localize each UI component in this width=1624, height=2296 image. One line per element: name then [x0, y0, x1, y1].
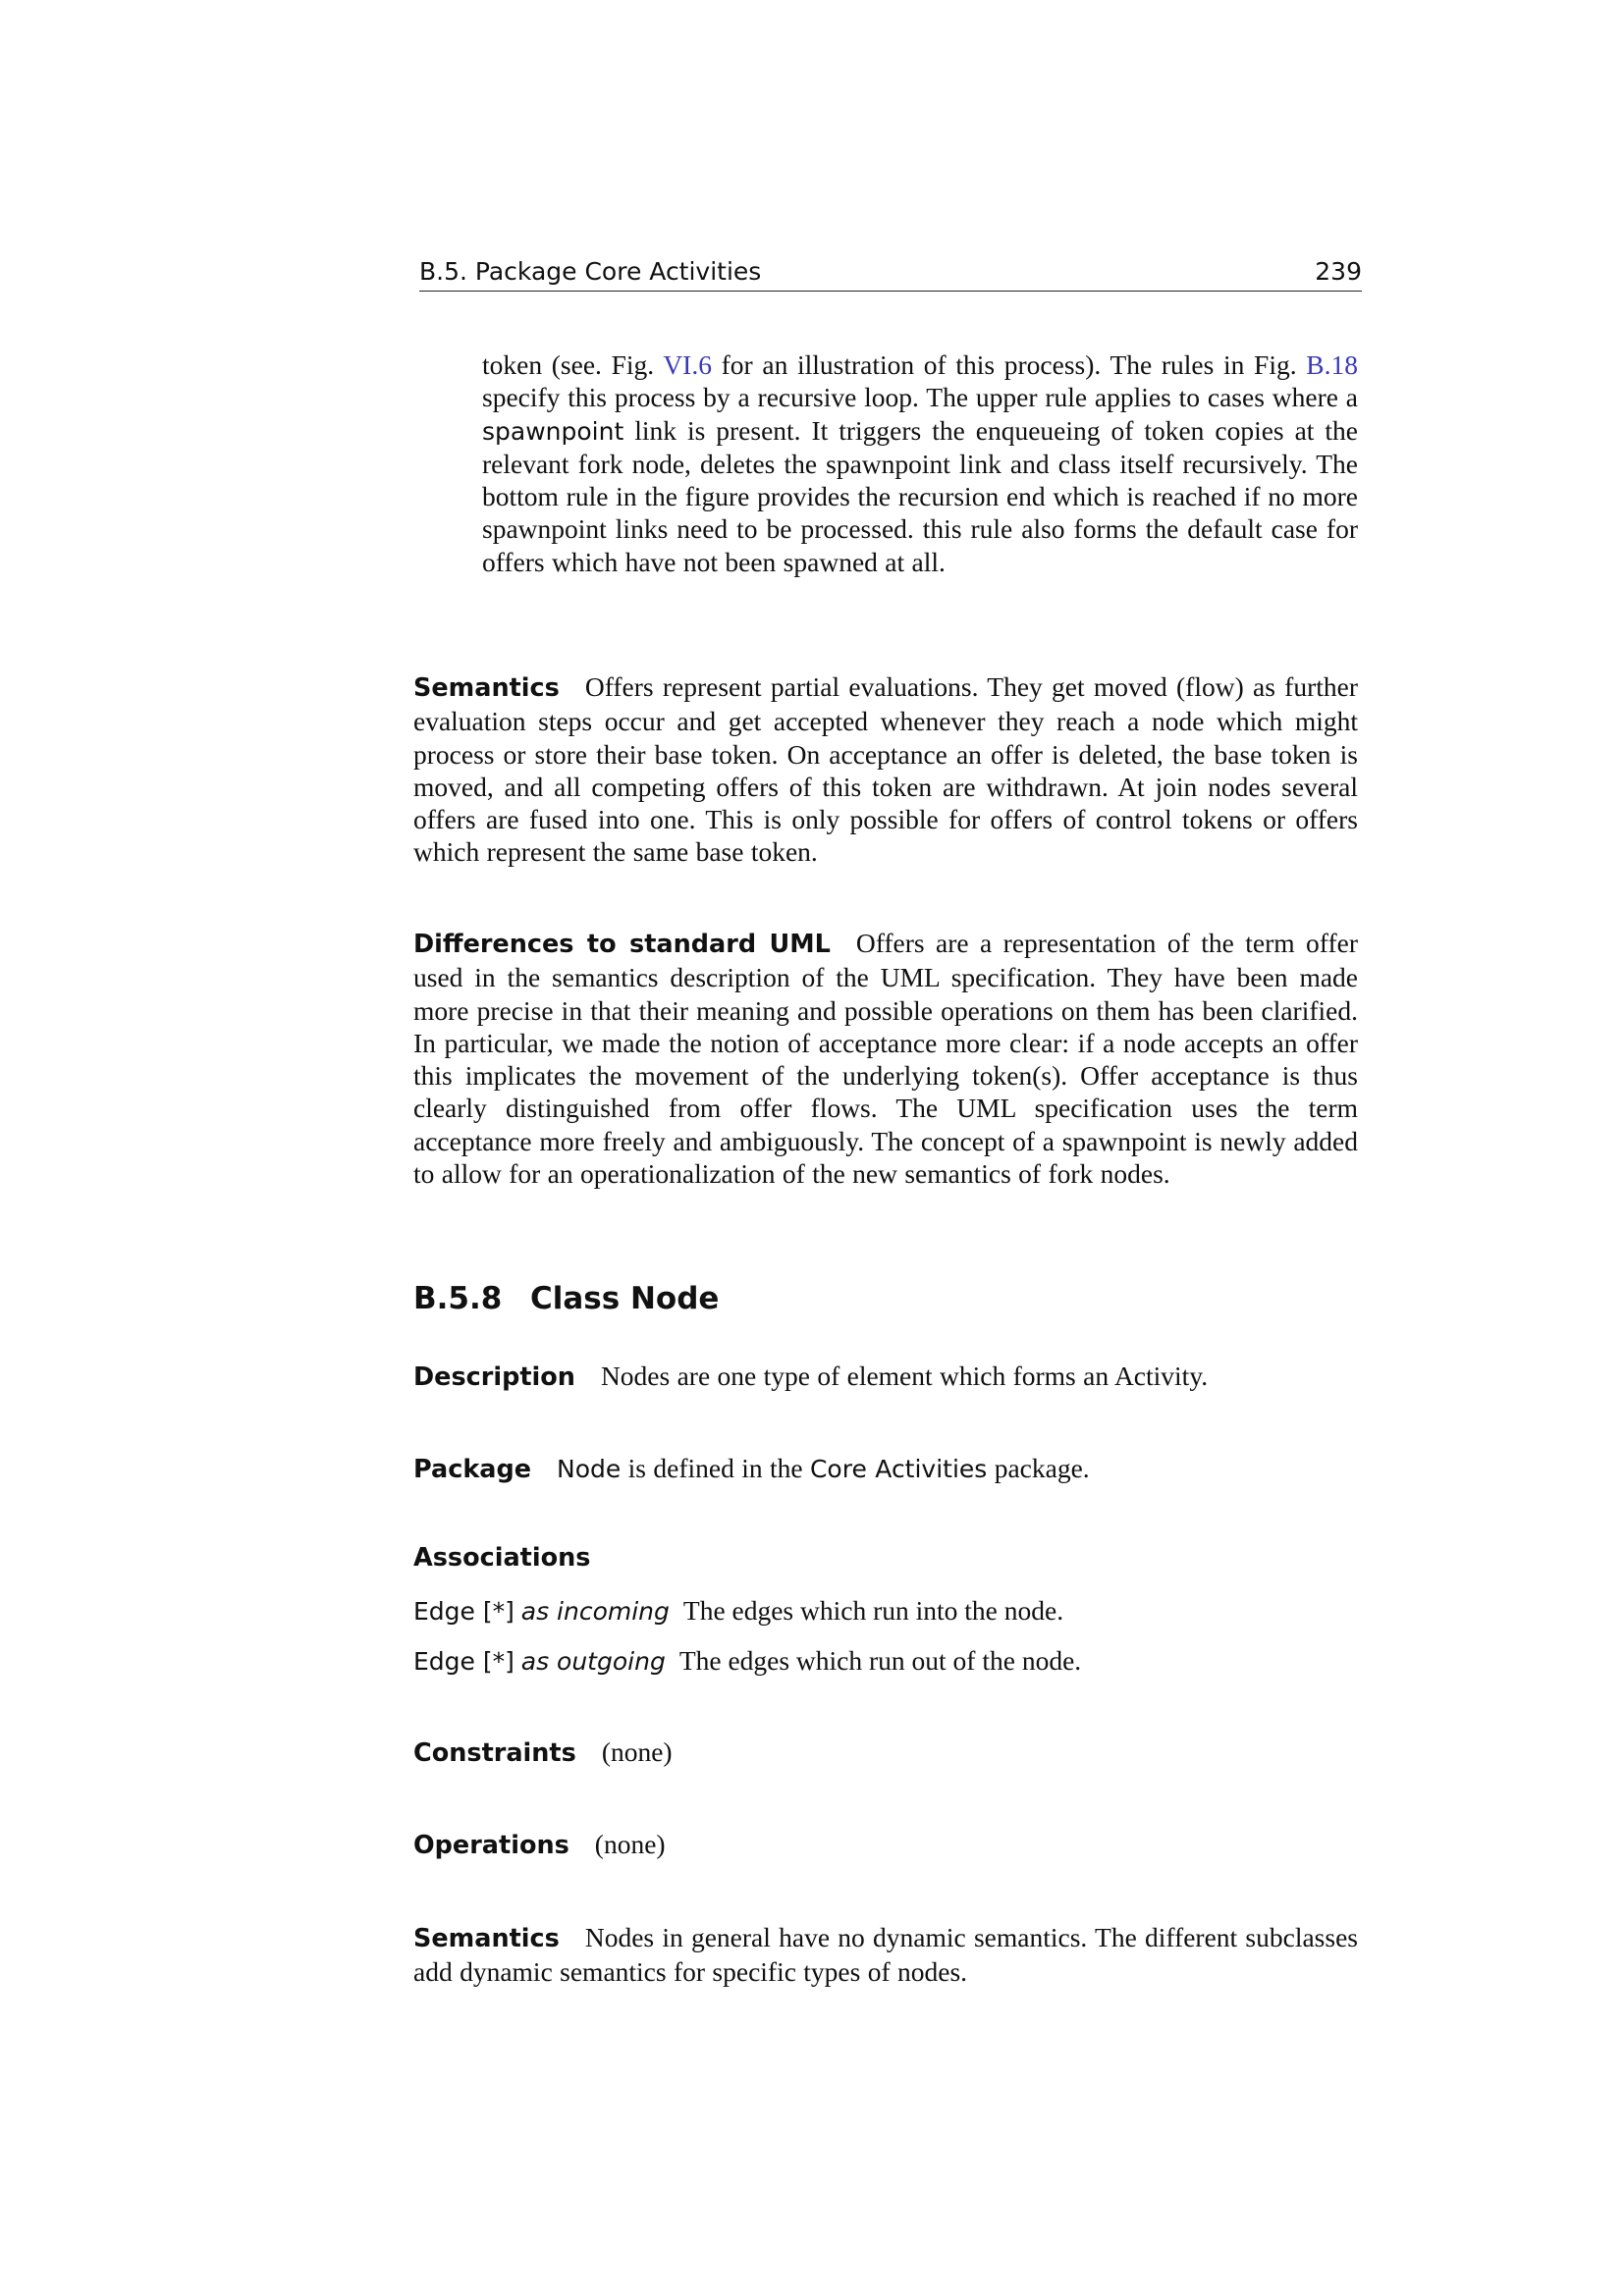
section-title: Class Node	[530, 1281, 720, 1316]
association-name: Edge [*]	[413, 1597, 514, 1626]
semantics-heading: Semantics	[413, 1924, 560, 1953]
differences-paragraph: Differences to standard UML Offers are a representation of the term offer used in the semantics description of the UML specification. They have been made more precise in that their meaning and possible operations on them has been clarified. In particular, we made the notion of acceptance more clear: if a node accepts an offer this implicates the movement of the underlying token(s). Offer acceptance is thus clearly distinguished from offer flows. The UML specification uses the term acceptance more freely and ambiguously. The concept of a spawnpoint is newly added to allow for an operationalization of the new semantics of fork nodes.	[413, 928, 1358, 1190]
semantics-node-paragraph: Semantics Nodes in general have no dynamic semantics. The different subclasses add dynamic semantics for specific types of nodes.	[413, 1922, 1358, 1988]
package-paragraph: Package Node is defined in the Core Activities package.	[413, 1453, 1090, 1484]
spawnpoint-term: spawnpoint	[482, 416, 624, 446]
header-section-title: B.5. Package Core Activities	[419, 257, 762, 286]
semantics-heading: Semantics	[413, 673, 560, 703]
semantics-offer-paragraph: Semantics Offers represent partial evaluations. They get moved (flow) as further evaluation steps occur and get accepted whenever they reach a node which might process or store their base token. On acceptance an offer is deleted, the base token is moved, and all competing offers of this token are withdrawn. At join nodes several offers are fused into one. This is only possible for offers of control tokens or offers which represent the same base token.	[413, 671, 1358, 868]
package-name-term: Core Activities	[809, 1455, 988, 1483]
running-header	[419, 257, 1362, 292]
constraints-heading: Constraints	[413, 1738, 576, 1768]
section-heading	[413, 1281, 719, 1316]
constraints-paragraph: Constraints (none)	[413, 1736, 673, 1768]
associations-heading-row	[413, 1543, 1358, 1573]
section-number: B.5.8	[413, 1281, 503, 1316]
differences-heading: Differences to standard UML	[413, 930, 831, 959]
association-text: The edges which run out of the node.	[678, 1645, 1082, 1676]
figure-link-b18[interactable]: B.18	[1306, 349, 1358, 380]
association-role: as incoming	[520, 1597, 670, 1626]
header-page-number: 239	[1315, 257, 1362, 286]
description-paragraph: Description Nodes are one type of element which forms an Activity.	[413, 1361, 1209, 1392]
package-heading: Package	[413, 1455, 532, 1484]
associations-heading: Associations	[413, 1543, 591, 1573]
association-item	[413, 1594, 1358, 1628]
continuation-paragraph: token (see. Fig. VI.6 for an illustration of this process). The rules in Fig. B.18 specify this process by a recursive loop. The upper rule applies to cases where a spawnpoint link is present. It triggers the enqueueing of token copies at the relevant fork node, deletes the spawnpoint link and class itself recursively. The bottom rule in the figure provides the recursion end which is reached if no more spawnpoint links need to be processed. this rule also forms the default case for offers which have not been spawned at all.	[482, 349, 1358, 577]
description-heading: Description	[413, 1362, 575, 1392]
class-name-term: Node	[557, 1455, 622, 1483]
operations-heading: Operations	[413, 1831, 569, 1860]
association-item	[413, 1644, 1358, 1678]
figure-link-vi6[interactable]: VI.6	[663, 349, 712, 380]
association-role: as outgoing	[520, 1647, 666, 1676]
operations-paragraph: Operations (none)	[413, 1829, 666, 1860]
association-name: Edge [*]	[413, 1647, 514, 1676]
association-text: The edges which run into the node.	[682, 1595, 1064, 1626]
